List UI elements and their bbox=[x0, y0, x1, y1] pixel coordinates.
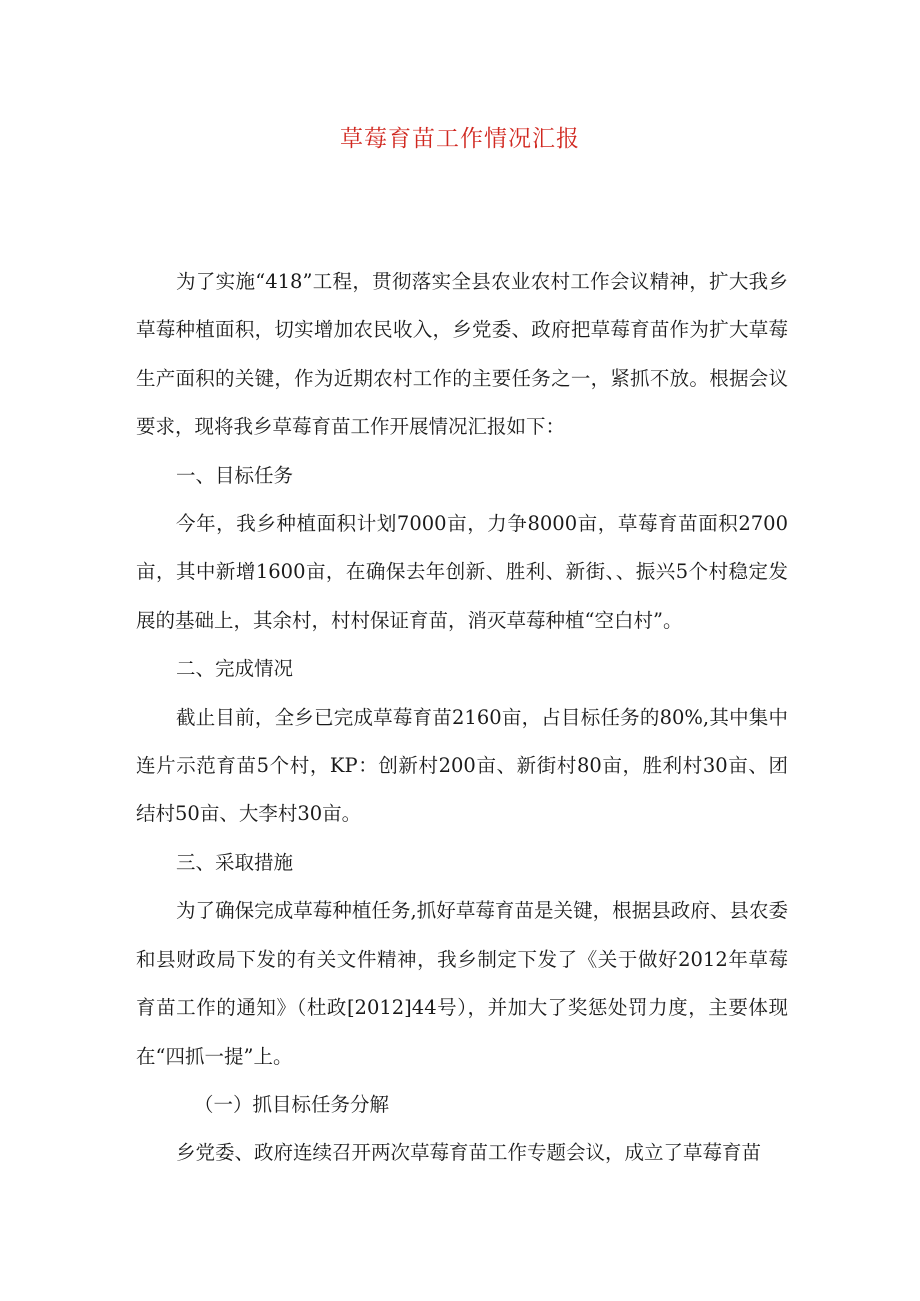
progress-paragraph: 截止目前，全乡已完成草莓育苗2160亩，占目标任务的80%,其中集中连片示范育苗5个村，KP：创新村200亩、新街村80亩，胜利村30亩、团结村50亩、大李村30亩。 bbox=[136, 705, 788, 826]
document-body bbox=[136, 258, 788, 1178]
targets-paragraph: 今年，我乡种植面积计划7000亩，力争8000亩，草莓育苗面积2700亩，其中新增1600亩，在确保去年创新、胜利、新街、、振兴5个村稳定发展的基础上，其余村，村村保证育苗，消灭草莓种植“空白村”。 bbox=[136, 512, 788, 632]
document-title: 草莓育苗工作情况汇报 bbox=[340, 126, 580, 152]
task-breakdown-paragraph: 乡党委、政府连续召开两次草莓育苗工作专题会议，成立了草莓育苗 bbox=[176, 1141, 762, 1165]
section-heading-targets: 一、目标任务 bbox=[176, 463, 294, 487]
intro-paragraph: 为了实施“418”工程，贯彻落实全县农业农村工作会议精神，扩大我乡草莓种植面积，切实增加农民收入，乡党委、政府把草莓育苗作为扩大草莓生产面积的关键，作为近期农村工作的主要任务之一，紧抓不放。根据会议要求，现将我乡草莓育苗工作开展情况汇报如下： bbox=[136, 270, 788, 439]
section-heading-measures: 三、采取措施 bbox=[176, 850, 294, 874]
measures-paragraph: 为了确保完成草莓种植任务,抓好草莓育苗是关键，根据县政府、县农委和县财政局下发的有关文件精神，我乡制定下发了《关于做好2012年草莓育苗工作的通知》（杜政[2012]44号），并加大了奖惩处罚力度，主要体现在“四抓一提”上。 bbox=[136, 899, 788, 1068]
subsection-heading-task-breakdown: （一）抓目标任务分解 bbox=[194, 1092, 390, 1116]
section-heading-progress: 二、完成情况 bbox=[176, 657, 294, 681]
